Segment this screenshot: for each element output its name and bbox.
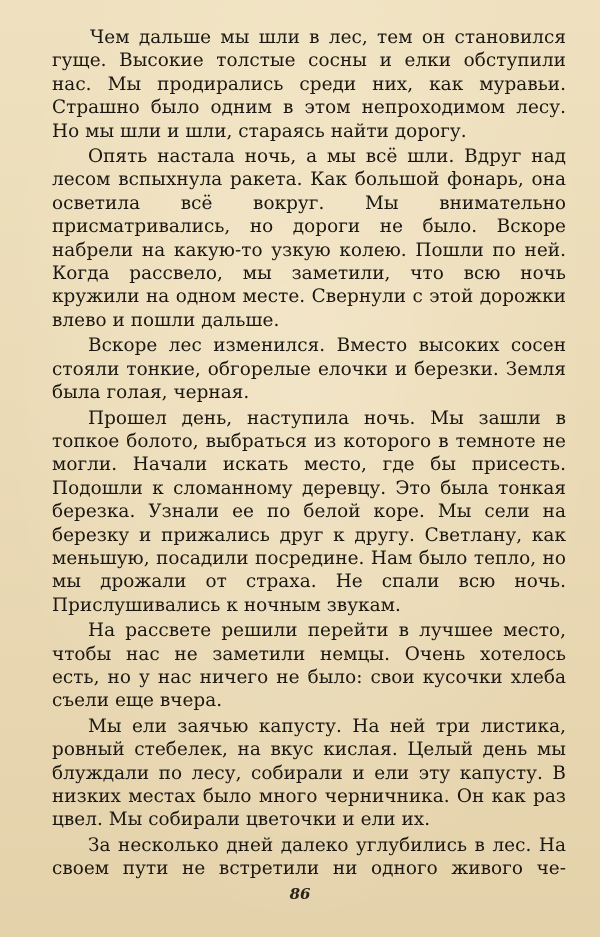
paragraph-2: Опять настала ночь, а мы всё шли. Вдруг над лесом вспыхнула ракета. Как большой фонарь, она осветила всё вокруг. Мы внимательно присматривались, но дороги не было. Вскоре набрели на какую-то узкую колею. Пошли по ней. Когда рассвело, мы заметили, что всю ночь кружили на одном месте. Свернули с этой дорожки влево и пошли дальше.: [52, 146, 566, 331]
page-number: 86: [289, 885, 311, 903]
paragraph-1: Чем дальше мы шли в лес, тем он становился гуще. Высокие толстые сосны и елки обступили нас. Мы продирались среди них, как муравьи. Страшно было одним в этом непроходимом лесу. Но мы шли и шли, стараясь найти дорогу.: [52, 27, 566, 142]
paragraph-5: На рассвете решили перейти в лучшее место, чтобы нас не заметили немцы. Очень хотелось есть, но у нас ничего не было: свои кусочки хлеба съели еще вчера.: [52, 620, 566, 712]
paragraph-4: Прошел день, наступила ночь. Мы зашли в топкое болото, выбраться из которого в темноте не могли. Начали искать место, где бы присесть. Подошли к сломанному деревцу. Это была тонкая березка. Узнали ее по белой коре. Мы сели на березку и прижались друг к другу. Светлану, как меньшую, посадили посредине. Нам было тепло, но мы дрожали от страха. Не спали всю ночь. Прислушивались к ночным звукам.: [52, 407, 566, 616]
page-body-text: [52, 26, 566, 881]
paragraph-7: За несколько дней далеко углубились в лес. На своем пути не встретили ни одного живого че-: [52, 834, 566, 880]
paragraph-3: Вскоре лес изменился. Вместо высоких сосен стояли тонкие, обгорелые елочки и березки. Земля была голая, черная.: [52, 335, 566, 404]
paragraph-6: Мы ели заячью капусту. На ней три листика, ровный стебелек, на вкус кислая. Целый день мы блуждали по лесу, собирали и ели эту капусту. В низких местах было много черничника. Он как раз цвел. Мы собирали цветочки и ели их.: [52, 715, 566, 831]
